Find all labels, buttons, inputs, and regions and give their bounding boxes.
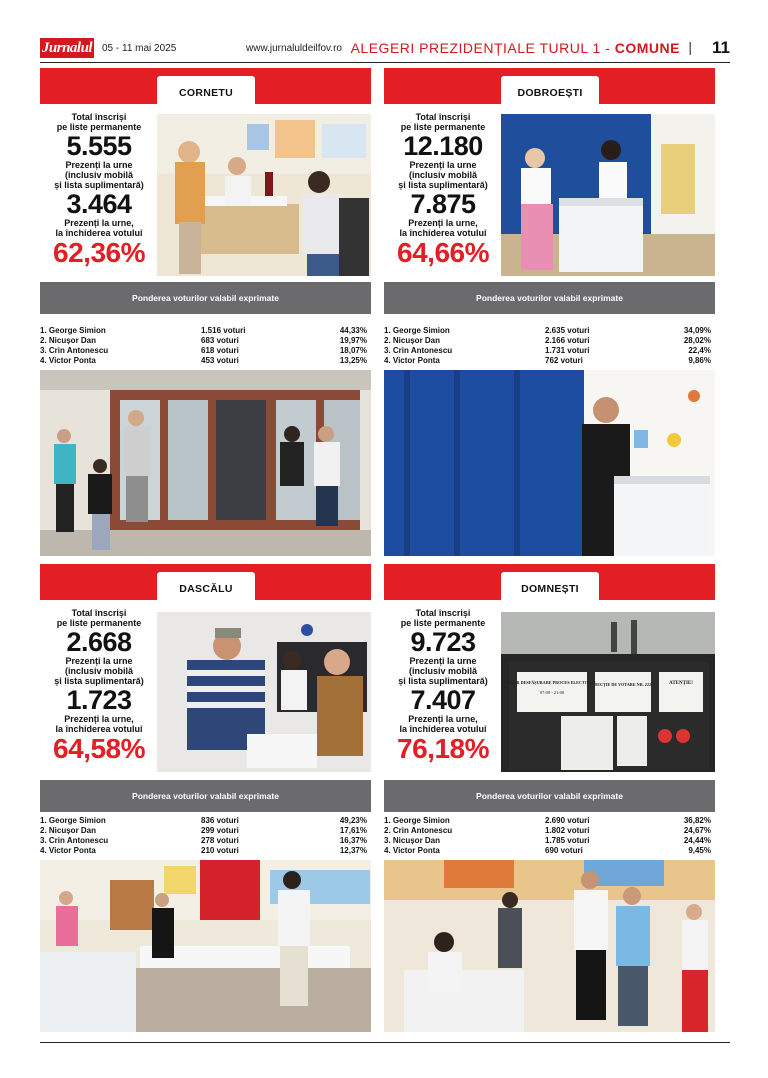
present-label-3: și lista suplimentară) — [54, 180, 144, 190]
candidate-percent: 12,37% — [339, 846, 367, 855]
turnout-percent: 64,66% — [397, 237, 489, 268]
polling-station-photo — [157, 612, 371, 772]
result-row — [40, 826, 371, 836]
candidate-votes: 836 voturi — [201, 816, 239, 825]
commune-name: DOBROEȘTI — [501, 76, 599, 106]
page-header — [40, 36, 730, 64]
attention-sign: ATENȚIE! — [669, 681, 693, 686]
candidate-name: 1. George Simion — [384, 326, 450, 335]
section-prefix: ALEGERI PREZIDENȚIALE TURUL 1 - — [350, 40, 615, 56]
present-count: 7.407 — [410, 685, 476, 715]
results-list — [384, 326, 715, 366]
closing-label-1: Prezenți la urne, — [408, 714, 478, 724]
candidate-name: 2. Nicușor Dan — [40, 826, 97, 835]
candidate-name: 4. Victor Ponta — [384, 846, 440, 855]
total-registered: 5.555 — [66, 131, 132, 161]
candidate-name: 3. Crin Antonescu — [40, 346, 109, 355]
turnout-stats — [40, 112, 158, 268]
candidate-votes: 683 voturi — [201, 336, 239, 345]
results-list — [384, 816, 715, 856]
commune-name: DASCĂLU — [157, 572, 255, 602]
closing-label-2: la închiderea votului — [399, 228, 487, 238]
total-label-2: pe liste permanente — [56, 618, 142, 628]
valid-votes-bar: Ponderea voturilor valabil exprimate — [40, 780, 371, 812]
candidate-name: 2. Nicușor Dan — [40, 336, 97, 345]
result-row — [384, 846, 715, 856]
commune-panel-domnesti — [384, 564, 715, 1034]
present-label-2: (inclusiv mobilă — [64, 666, 133, 676]
newspaper-logo[interactable]: Jurnalul — [41, 40, 93, 56]
present-label-1: Prezenți la urne — [409, 160, 477, 170]
present-count: 1.723 — [66, 685, 132, 715]
candidate-percent: 17,61% — [339, 826, 367, 835]
valid-votes-bar: Ponderea voturilor valabil exprimate — [384, 780, 715, 812]
polling-station-photo — [501, 114, 715, 276]
candidate-votes: 1.802 voturi — [545, 826, 590, 835]
result-row — [40, 816, 371, 826]
commune-panel-dobroesti — [384, 68, 715, 556]
result-row — [384, 816, 715, 826]
queue-photo — [384, 860, 715, 1032]
classroom-photo — [40, 860, 371, 1032]
commune-panel-cornetu — [40, 68, 371, 556]
result-row — [384, 346, 715, 356]
present-label-1: Prezenți la urne — [65, 160, 133, 170]
candidate-votes: 299 voturi — [201, 826, 239, 835]
candidate-votes: 2.635 voturi — [545, 326, 590, 335]
turnout-percent: 76,18% — [397, 733, 489, 764]
closing-label-2: la închiderea votului — [55, 228, 143, 238]
results-list — [40, 326, 371, 366]
candidate-percent: 36,82% — [683, 816, 711, 825]
result-row — [384, 836, 715, 846]
turnout-percent: 62,36% — [53, 237, 145, 268]
result-row — [384, 326, 715, 336]
candidate-name: 2. Crin Antonescu — [384, 826, 453, 835]
candidate-name: 3. Crin Antonescu — [40, 836, 109, 845]
candidate-name: 4. Victor Ponta — [40, 846, 96, 855]
candidate-votes: 2.166 voturi — [545, 336, 590, 345]
candidate-percent: 49,23% — [339, 816, 367, 825]
candidate-votes: 690 voturi — [545, 846, 583, 855]
candidate-votes: 762 voturi — [545, 356, 583, 365]
candidate-votes: 1.731 voturi — [545, 346, 590, 355]
header-divider — [40, 62, 730, 63]
closing-label-1: Prezenți la urne, — [64, 218, 134, 228]
polling-station-photo — [157, 114, 371, 276]
result-row — [40, 356, 371, 366]
present-label-3: și lista suplimentară) — [398, 180, 488, 190]
turnout-stats — [384, 608, 502, 764]
candidate-name: 4. Victor Ponta — [384, 356, 440, 365]
closing-label-2: la închiderea votului — [55, 724, 143, 734]
total-label: Total înscriși — [71, 608, 127, 618]
result-row — [40, 346, 371, 356]
candidate-percent: 19,97% — [339, 336, 367, 345]
candidate-votes: 2.690 voturi — [545, 816, 590, 825]
candidate-name: 3. Crin Antonescu — [384, 346, 453, 355]
turnout-stats — [384, 112, 502, 268]
candidate-votes: 453 voturi — [201, 356, 239, 365]
total-label-2: pe liste permanente — [56, 122, 142, 132]
turnout-percent: 64,58% — [53, 733, 145, 764]
closing-label-2: la închiderea votului — [399, 724, 487, 734]
candidate-percent: 22,4% — [688, 346, 711, 355]
total-label: Total înscriși — [415, 608, 471, 618]
candidate-votes: 1.516 voturi — [201, 326, 246, 335]
result-row — [40, 326, 371, 336]
page-number: 11 — [712, 38, 730, 57]
commune-name: DOMNEȘTI — [501, 572, 599, 602]
section-bold: COMUNE — [614, 40, 680, 56]
candidate-percent: 13,25% — [339, 356, 367, 365]
candidate-name: 1. George Simion — [40, 816, 106, 825]
header-separator: | — [688, 39, 692, 55]
schedule-sign-hours: 07:00 - 21:00 — [539, 690, 565, 695]
valid-votes-bar: Ponderea voturilor valabil exprimate — [40, 282, 371, 314]
total-registered: 2.668 — [66, 627, 132, 657]
candidate-percent: 24,67% — [683, 826, 711, 835]
present-label-2: (inclusiv mobilă — [408, 666, 477, 676]
website-link[interactable]: www.jurnaluldeilfov.ro — [246, 43, 342, 54]
candidate-percent: 34,09% — [683, 326, 711, 335]
total-registered: 12.180 — [403, 131, 483, 161]
entrance-photo — [40, 370, 371, 556]
result-row — [384, 336, 715, 346]
candidate-name: 1. George Simion — [40, 326, 106, 335]
result-row — [384, 356, 715, 366]
present-label-2: (inclusiv mobilă — [408, 170, 477, 180]
closing-label-1: Prezenți la urne, — [408, 218, 478, 228]
present-label-2: (inclusiv mobilă — [64, 170, 133, 180]
result-row — [40, 846, 371, 856]
candidate-percent: 16,37% — [339, 836, 367, 845]
total-label-2: pe liste permanente — [400, 618, 486, 628]
notice-board-photo — [501, 612, 715, 772]
present-count: 7.875 — [410, 189, 476, 219]
section-title — [351, 40, 680, 56]
total-registered: 9.723 — [410, 627, 476, 657]
candidate-percent: 9,45% — [688, 846, 711, 855]
results-list — [40, 816, 371, 856]
turnout-stats — [40, 608, 158, 764]
total-label-2: pe liste permanente — [400, 122, 486, 132]
valid-votes-bar: Ponderea voturilor valabil exprimate — [384, 282, 715, 314]
schedule-sign-title: ORAR DESFĂȘURARE PROCES ELECTORAL — [507, 680, 597, 685]
total-label: Total înscriși — [415, 112, 471, 122]
candidate-votes: 618 voturi — [201, 346, 239, 355]
candidate-name: 1. George Simion — [384, 816, 450, 825]
candidate-name: 2. Nicușor Dan — [384, 336, 441, 345]
present-label-1: Prezenți la urne — [409, 656, 477, 666]
result-row — [384, 826, 715, 836]
candidate-name: 3. Nicușor Dan — [384, 836, 441, 845]
footer-divider — [40, 1042, 730, 1043]
present-label-3: și lista suplimentară) — [54, 676, 144, 686]
candidate-percent: 9,86% — [688, 356, 711, 365]
candidate-votes: 210 voturi — [201, 846, 239, 855]
present-count: 3.464 — [66, 189, 132, 219]
candidate-percent: 18,07% — [339, 346, 367, 355]
commune-name: CORNETU — [157, 76, 255, 106]
closing-label-1: Prezenți la urne, — [64, 714, 134, 724]
candidate-votes: 1.785 voturi — [545, 836, 590, 845]
commune-panel-dascalu — [40, 564, 371, 1034]
section-sign: SECȚIE DE VOTARE NR. 222 — [594, 682, 652, 687]
voter-ballot-photo — [384, 370, 715, 556]
total-label: Total înscriși — [71, 112, 127, 122]
present-label-1: Prezenți la urne — [65, 656, 133, 666]
present-label-3: și lista suplimentară) — [398, 676, 488, 686]
candidate-percent: 28,02% — [683, 336, 711, 345]
candidate-votes: 278 voturi — [201, 836, 239, 845]
candidate-percent: 24,44% — [683, 836, 711, 845]
candidate-name: 4. Victor Ponta — [40, 356, 96, 365]
result-row — [40, 836, 371, 846]
result-row — [40, 336, 371, 346]
candidate-percent: 44,33% — [339, 326, 367, 335]
issue-date: 05 - 11 mai 2025 — [102, 43, 177, 54]
